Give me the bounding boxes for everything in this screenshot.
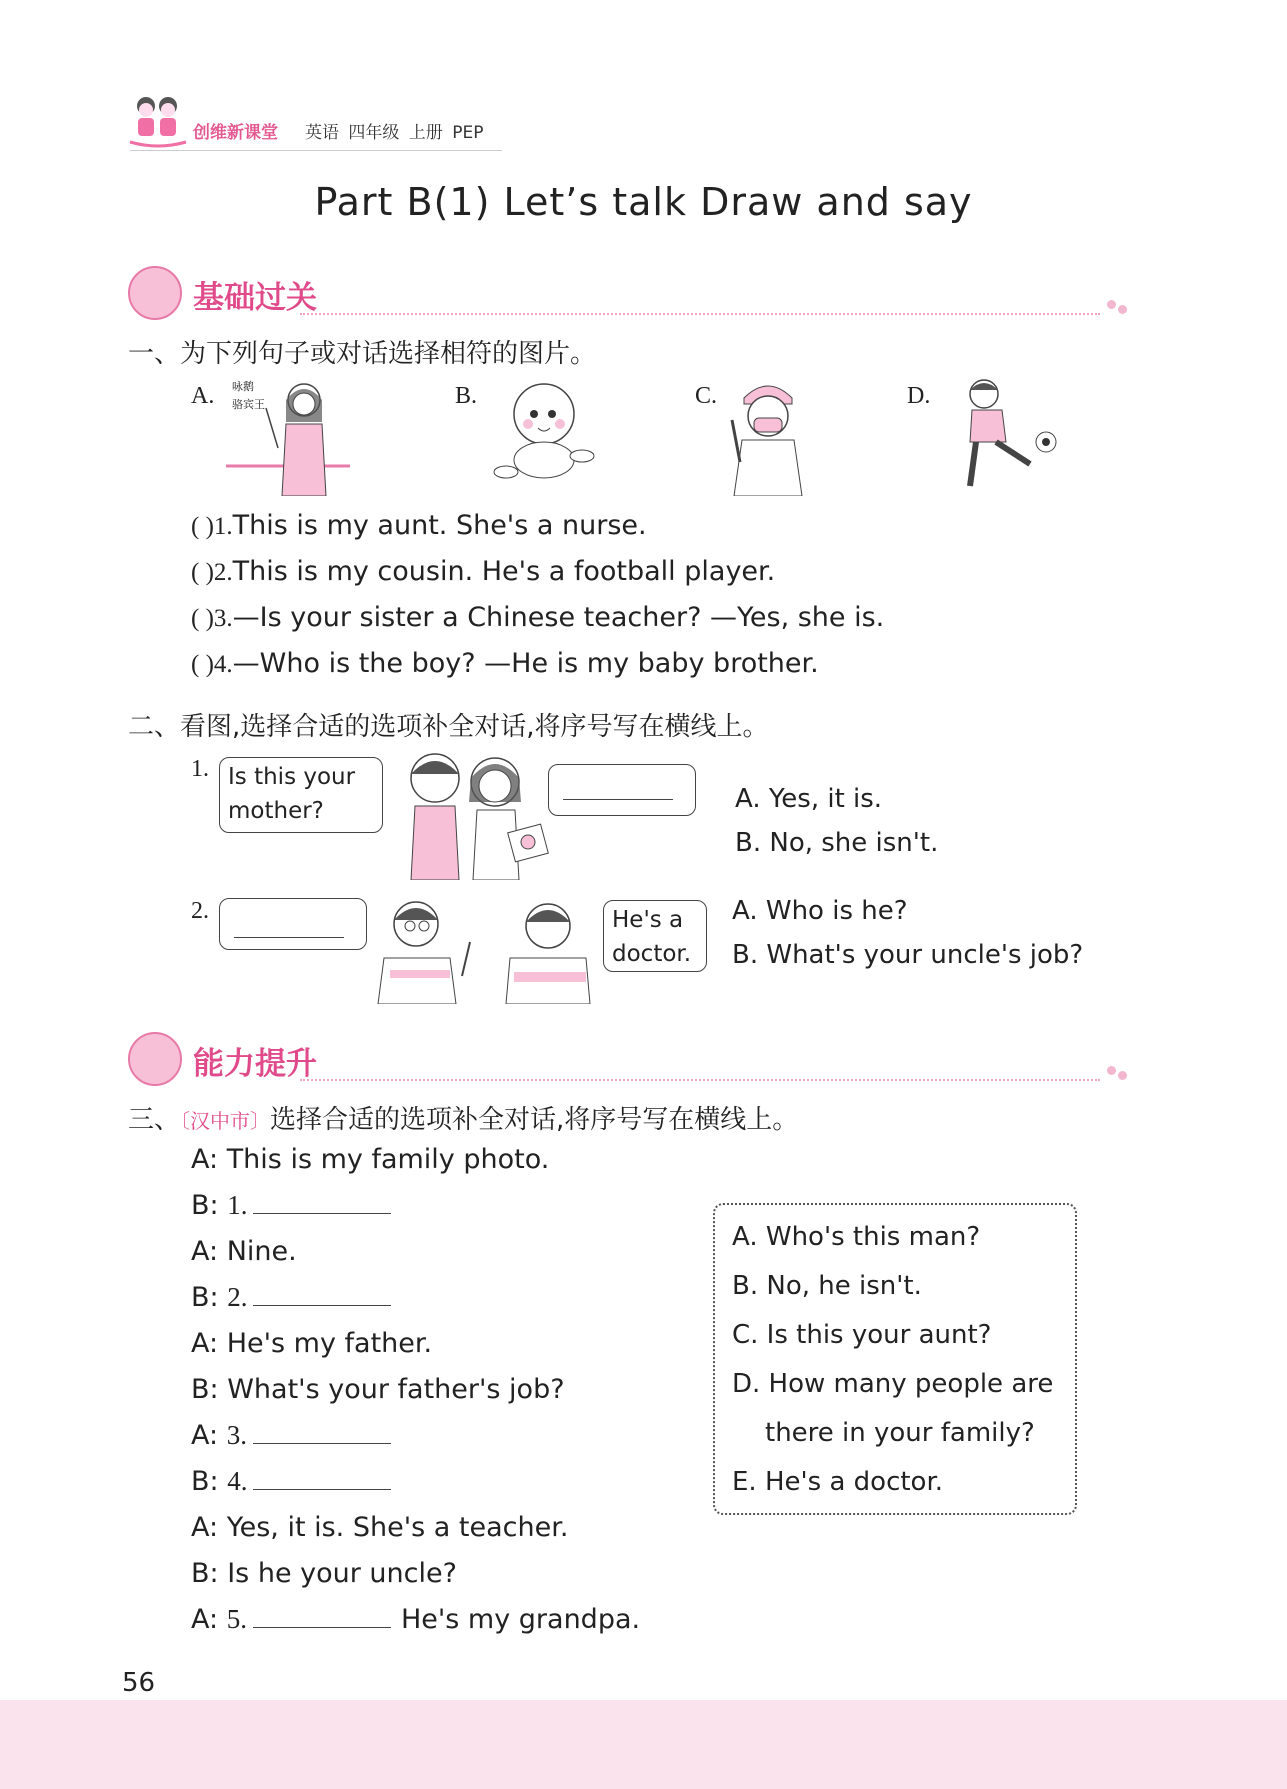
dialogue-text: This is my family photo. — [226, 1144, 550, 1175]
speaker: B: — [191, 1282, 219, 1313]
speaker: B: — [191, 1190, 219, 1221]
bubble-line: doctor. — [612, 941, 692, 967]
answer-blank[interactable] — [253, 1467, 391, 1490]
page-title: Part B(1) Let’s talk Draw and say — [314, 180, 973, 224]
q3-region-tag: 〔汉中市〕 — [180, 1109, 271, 1133]
answer-blank[interactable] — [253, 1421, 391, 1444]
speaker: A: — [191, 1512, 219, 1543]
answer-paren[interactable]: ( ) — [191, 513, 214, 540]
blank-number: 2. — [227, 1282, 248, 1312]
header-meta: 英语 四年级 上册 PEP — [305, 123, 484, 143]
answer-blank[interactable] — [563, 799, 673, 800]
illustration-nurse — [718, 376, 818, 496]
q1-item-2 — [191, 556, 775, 587]
dialogue-line — [191, 1236, 297, 1267]
q3-option-c: C. Is this your aunt? — [732, 1320, 992, 1350]
q1-item-1 — [191, 510, 647, 541]
answer-blank[interactable] — [253, 1191, 391, 1214]
section-divider — [300, 313, 1100, 315]
speech-bubble — [219, 757, 383, 833]
speaker: A: — [191, 1604, 219, 1635]
bubble-line: mother? — [228, 798, 324, 824]
dialogue-text: He's my father. — [226, 1328, 433, 1359]
answer-blank[interactable] — [253, 1605, 391, 1628]
q2-item2-number: 2. — [191, 898, 209, 924]
speaker: B: — [191, 1466, 219, 1497]
q1-item-3 — [191, 602, 884, 633]
section-heading-basic: 基础过关 — [193, 280, 317, 316]
q2-item1-choice-b: B. No, she isn't. — [735, 828, 939, 858]
q3-heading-text: 选择合适的选项补全对话,将序号写在横线上。 — [270, 1105, 799, 1135]
footer-band — [0, 1700, 1287, 1789]
q1-option-d: D. — [907, 383, 931, 409]
dialogue-text: What's your father's job? — [227, 1374, 565, 1405]
divider-dot — [1118, 1071, 1127, 1080]
dialogue-line — [191, 1512, 568, 1543]
dialogue-line — [191, 1558, 457, 1589]
speaker: A: — [191, 1144, 219, 1175]
item-text: This is my cousin. He's a football player. — [232, 556, 776, 587]
speaker: A: — [191, 1420, 219, 1451]
q1-item-4 — [191, 648, 819, 679]
item-number: 2. — [213, 559, 233, 586]
dialogue-text: Yes, it is. She's a teacher. — [226, 1512, 569, 1543]
q3-option-d-continued: there in your family? — [765, 1418, 1035, 1448]
header-divider — [130, 150, 502, 151]
answer-blank[interactable] — [253, 1283, 391, 1306]
dialogue-line — [191, 1604, 640, 1635]
q2-item1-number: 1. — [191, 756, 209, 782]
dialogue-text: Nine. — [226, 1236, 297, 1267]
dialogue-line — [191, 1420, 391, 1451]
divider-dot — [1118, 305, 1127, 314]
poem-author: 骆宾王 — [232, 398, 265, 411]
section-heading-advanced: 能力提升 — [193, 1046, 317, 1082]
speech-bubble-answer — [548, 764, 696, 816]
answer-paren[interactable]: ( ) — [191, 605, 214, 632]
item-text: —Is your sister a Chinese teacher? —Yes, she is. — [232, 602, 885, 633]
q3-option-e: E. He's a doctor. — [732, 1467, 944, 1497]
dialogue-text: He's my grandpa. — [400, 1604, 641, 1635]
header-brand: 创维新课堂 — [193, 123, 278, 143]
q2-heading: 二、看图,选择合适的选项补全对话,将序号写在横线上。 — [128, 712, 769, 742]
illustration-football-player — [940, 376, 1062, 494]
q2-item2-choice-b: B. What's your uncle's job? — [732, 940, 1084, 970]
dialogue-line — [191, 1190, 391, 1221]
section-mascot-icon — [128, 1032, 182, 1086]
q1-option-b: B. — [455, 383, 478, 409]
q3-heading — [128, 1099, 798, 1136]
item-text: This is my aunt. She's a nurse. — [232, 510, 647, 541]
illustration-boy-and-uncle — [370, 896, 592, 1004]
speaker: A: — [191, 1328, 219, 1359]
blank-number: 3. — [226, 1420, 247, 1450]
poem-title: 咏鹅 — [232, 380, 254, 393]
blank-number: 1. — [227, 1190, 248, 1220]
speech-bubble — [603, 900, 707, 972]
dialogue-line — [191, 1466, 391, 1497]
blank-number: 5. — [226, 1604, 247, 1634]
q2-item1-choice-a: A. Yes, it is. — [735, 784, 883, 814]
answer-paren[interactable]: ( ) — [191, 559, 214, 586]
q2-item2-choice-a: A. Who is he? — [732, 896, 908, 926]
section-divider — [300, 1079, 1100, 1081]
dialogue-text: Is he your uncle? — [227, 1558, 457, 1589]
q1-heading: 一、为下列句子或对话选择相符的图片。 — [128, 339, 597, 369]
divider-dot — [1107, 1066, 1116, 1075]
speaker: A: — [191, 1236, 219, 1267]
dialogue-line — [191, 1328, 432, 1359]
illustration-baby — [488, 378, 596, 486]
q3-option-a: A. Who's this man? — [732, 1222, 981, 1252]
blank-number: 4. — [227, 1466, 248, 1496]
dialogue-line — [191, 1282, 391, 1313]
answer-paren[interactable]: ( ) — [191, 651, 214, 678]
speech-bubble-answer — [219, 898, 367, 950]
dialogue-line — [191, 1374, 565, 1405]
illustration-boy-girl-photo — [385, 752, 560, 880]
item-text: —Who is the boy? —He is my baby brother. — [232, 648, 819, 679]
speaker: B: — [191, 1374, 219, 1405]
bubble-line: Is this your — [228, 764, 356, 790]
item-number: 3. — [213, 605, 233, 632]
item-number: 1. — [213, 513, 233, 540]
illustration-teacher — [226, 378, 354, 496]
item-number: 4. — [213, 651, 233, 678]
q3-option-d: D. How many people are — [732, 1369, 1054, 1399]
page-number: 56 — [122, 1668, 156, 1698]
speaker: B: — [191, 1558, 219, 1589]
section-mascot-icon — [128, 266, 182, 320]
bubble-line: He's a — [612, 907, 684, 933]
q3-heading-prefix: 三、 — [128, 1105, 181, 1135]
q3-option-b: B. No, he isn't. — [732, 1271, 922, 1301]
q1-option-c: C. — [695, 383, 718, 409]
answer-blank[interactable] — [234, 937, 344, 938]
q1-option-a: A. — [191, 383, 215, 409]
divider-dot — [1107, 300, 1116, 309]
dialogue-line — [191, 1144, 549, 1175]
header-logo — [128, 92, 188, 152]
